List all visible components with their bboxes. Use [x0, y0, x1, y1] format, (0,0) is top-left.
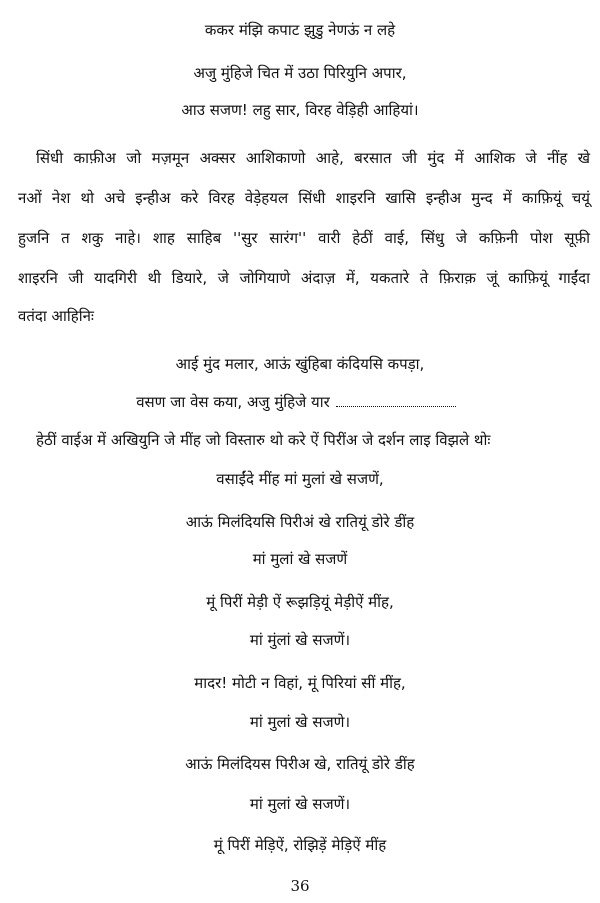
kafi-line: आऊं मिलंदियसि पिरीअं खे रातियूं डोरे डींह — [185, 513, 415, 531]
kafi-line: मां मुंलां खे सजणें। — [249, 631, 351, 649]
paragraph-line: नओं नेश थो अचे इन्हीअ करे विरह वेड़ेहयल सिंधी शाइरनि खासि इन्हीअ मुन्द में काफ़ियूं चयूं — [18, 189, 590, 207]
kafi-line: मां मुलां खे सजणें — [252, 550, 348, 568]
verse-line — [0, 392, 596, 412]
kafi-line: वसाईंदे मींह मां मुलां खे सजणें, — [216, 470, 384, 488]
kafi-line: मादर! मोटी न विहां, मूं पिरियां सीं मींह, — [194, 674, 406, 692]
verse-line: आउ सजण! लहु सार, विरह वेड़िही आहियां। — [181, 101, 419, 119]
verse-line: ककर मंझि कपाट झुडु नेणऊं न लहे — [204, 21, 396, 39]
kafi-line: आऊं मिलंदियस पिरीअ खे, रातियूं डोरे डींह — [185, 755, 415, 773]
kafi-line: मां मुलां खे सजणे। — [249, 713, 351, 731]
paragraph-line: वतंदा आहिनिः — [18, 307, 94, 325]
intro-line: हेठीं वाईअ में अखियुनि जे मींह जो विस्तारु थो करे ऐं पिरींअ जे दर्शन लाइ विझले थोः — [36, 431, 491, 449]
page-number: 36 — [290, 877, 310, 895]
verse-line: आई मुंद मलार, आऊं खुंहिबा कंदियसि कपड़ा, — [175, 355, 425, 373]
verse-text: वसण जा वेस कया, अजु मुंहिजे यार — [136, 393, 330, 411]
paragraph-line: सिंधी काफ़ीअ जो मज़मून अक्सर आशिकाणो आहे, बरसात जी मुंद में आशिक जे नींह खे — [36, 149, 590, 167]
paragraph-line: हुजनि त शकु नाहे। शाह साहिब ''सुर सारंग'' वारी हेठीं वाई, सिंधु जे कफ़िनी पोश सूफ़ी — [18, 229, 590, 247]
verse-line: अजु मुंहिजे चित में उठा पिरियुनि अपार, — [193, 64, 407, 82]
kafi-line: मूं पिरीं मेड़िऐं, रोझिड़ें मेड़िऐं मींह — [213, 836, 387, 854]
kafi-line: मूं पिरीं मेड़ी ऐं रूझड़ियूं मेड़ीऐं मींह, — [206, 593, 394, 611]
paragraph-line: शाइरनि जी यादगिरी थी डियारे, जे जोगियाणे अंदाज़ में, यकतारे ते फ़िराक़ जूं काफ़ियूं गाईंदा — [18, 269, 590, 287]
kafi-line: मां मुलां खे सजणें। — [249, 795, 351, 813]
dotted-leader — [336, 406, 456, 407]
